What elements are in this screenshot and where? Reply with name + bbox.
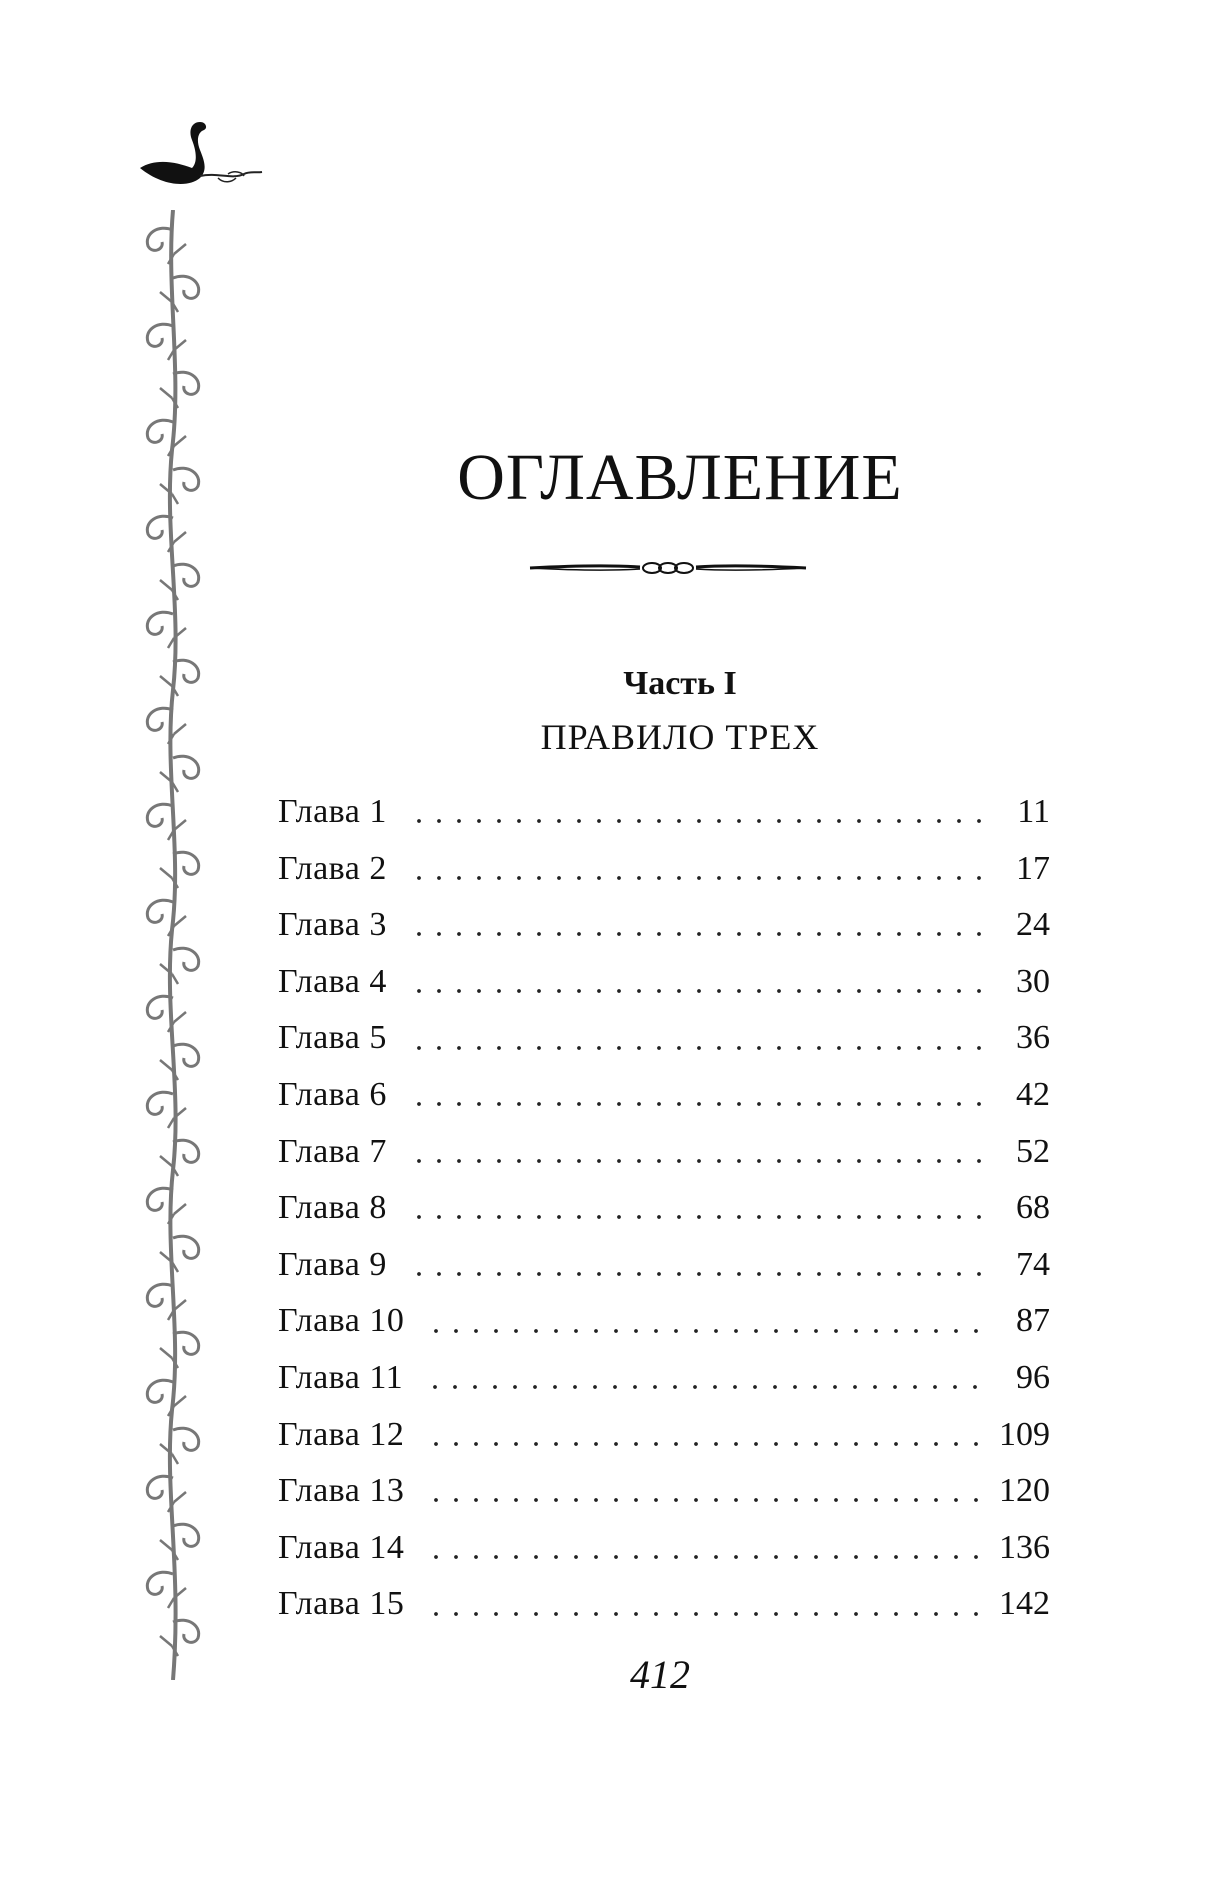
vine-leaf xyxy=(173,1044,199,1066)
toc-entry-label: Глава 14 xyxy=(278,1528,405,1566)
toc-entry-page: 109 xyxy=(999,1415,1050,1453)
toc-entry-label: Глава 11 xyxy=(278,1358,404,1396)
toc-entry-page: 96 xyxy=(1016,1358,1050,1396)
part-number: Часть I xyxy=(623,665,737,702)
toc-entry-page: 30 xyxy=(1016,962,1050,1000)
toc-entry-page: 24 xyxy=(1016,906,1050,944)
table-of-contents xyxy=(278,784,1050,1633)
toc-leader-dots xyxy=(409,1215,988,1219)
page-number: 412 xyxy=(630,1652,690,1697)
toc-leader-dots xyxy=(409,1102,988,1106)
toc-entry-page: 42 xyxy=(1016,1075,1050,1113)
vine-leaf xyxy=(147,1284,173,1306)
toc-entry-label: Глава 5 xyxy=(278,1019,387,1057)
vine-thorn xyxy=(168,820,186,840)
toc-entry-label: Глава 2 xyxy=(278,849,387,887)
toc-leader-dots xyxy=(426,1498,985,1502)
toc-entry xyxy=(278,1124,1050,1181)
toc-leader-dots xyxy=(409,876,988,880)
toc-entry xyxy=(278,841,1050,898)
toc-entry xyxy=(278,1350,1050,1407)
vine-leaf xyxy=(147,420,173,442)
vine-leaf xyxy=(173,564,199,586)
toc-entry-page: 11 xyxy=(1017,793,1050,830)
toc-entry-page: 74 xyxy=(1016,1245,1050,1283)
toc-entry-page: 17 xyxy=(1016,849,1050,887)
vine-leaf xyxy=(147,612,173,634)
vine-thorn xyxy=(168,340,186,360)
toc-leader-dots xyxy=(426,1329,988,1333)
vine-thorn xyxy=(160,1252,178,1272)
swan-icon xyxy=(132,118,268,198)
vine-leaf xyxy=(147,900,173,922)
toc-leader-dots xyxy=(426,1442,985,1446)
vine-leaf xyxy=(173,948,199,970)
vine-leaf xyxy=(173,468,199,490)
toc-leader-dots xyxy=(409,1046,988,1050)
toc-entry-label: Глава 4 xyxy=(278,962,387,1000)
toc-entry xyxy=(278,1576,1050,1633)
vine-leaf xyxy=(147,1572,173,1594)
toc-entry xyxy=(278,1520,1050,1577)
divider-ornament xyxy=(528,556,808,580)
toc-entry-page: 120 xyxy=(999,1472,1050,1510)
toc-entry-label: Глава 6 xyxy=(278,1075,387,1113)
vine-leaf xyxy=(173,1524,199,1546)
vine-leaf xyxy=(147,228,173,250)
toc-entry-label: Глава 8 xyxy=(278,1189,387,1227)
vine-thorn xyxy=(160,772,178,792)
toc-entry-label: Глава 12 xyxy=(278,1415,405,1453)
toc-entry xyxy=(278,1293,1050,1350)
vine-leaf xyxy=(173,1236,199,1258)
toc-entry xyxy=(278,1237,1050,1294)
vine-leaf xyxy=(173,276,199,298)
toc-entry-page: 68 xyxy=(1016,1189,1050,1227)
vine-leaf xyxy=(173,1428,199,1450)
toc-entry-label: Глава 1 xyxy=(278,793,387,830)
toc-entry-label: Глава 7 xyxy=(278,1132,387,1170)
toc-entry xyxy=(278,897,1050,954)
vine-leaf xyxy=(147,1380,173,1402)
part-title: ПРАВИЛО ТРЕХ xyxy=(540,717,820,757)
toc-leader-dots xyxy=(409,1159,988,1163)
toc-entry-page: 142 xyxy=(999,1585,1050,1623)
vine-leaf xyxy=(173,756,199,778)
toc-leader-dots xyxy=(426,1612,985,1616)
vine-thorn xyxy=(160,292,178,312)
toc-entry xyxy=(278,1067,1050,1124)
toc-entry-label: Глава 13 xyxy=(278,1472,405,1510)
page-title: ОГЛАВЛЕНИЕ xyxy=(457,441,903,514)
toc-entry-page: 36 xyxy=(1016,1019,1050,1057)
toc-entry-page: 87 xyxy=(1016,1302,1050,1340)
toc-entry-label: Глава 3 xyxy=(278,906,387,944)
toc-entry xyxy=(278,1010,1050,1067)
toc-leader-dots xyxy=(426,1555,985,1559)
toc-entry-page: 136 xyxy=(999,1528,1050,1566)
toc-entry xyxy=(278,1407,1050,1464)
toc-leader-dots xyxy=(409,932,988,936)
toc-entry xyxy=(278,1463,1050,1520)
toc-entry-label: Глава 15 xyxy=(278,1585,405,1623)
toc-entry xyxy=(278,784,1050,841)
vine-thorn xyxy=(168,1300,186,1320)
toc-leader-dots xyxy=(409,819,988,823)
toc-entry-label: Глава 10 xyxy=(278,1302,405,1340)
vine-leaf xyxy=(147,324,173,346)
toc-leader-dots xyxy=(425,1385,988,1389)
toc-entry-page: 52 xyxy=(1016,1132,1050,1170)
toc-entry-label: Глава 9 xyxy=(278,1245,387,1283)
toc-leader-dots xyxy=(409,1272,988,1276)
thorn-vine-border xyxy=(138,210,208,1680)
toc-leader-dots xyxy=(409,989,988,993)
toc-entry xyxy=(278,954,1050,1011)
toc-entry xyxy=(278,1180,1050,1237)
vine-leaf xyxy=(147,804,173,826)
vine-leaf xyxy=(147,1092,173,1114)
